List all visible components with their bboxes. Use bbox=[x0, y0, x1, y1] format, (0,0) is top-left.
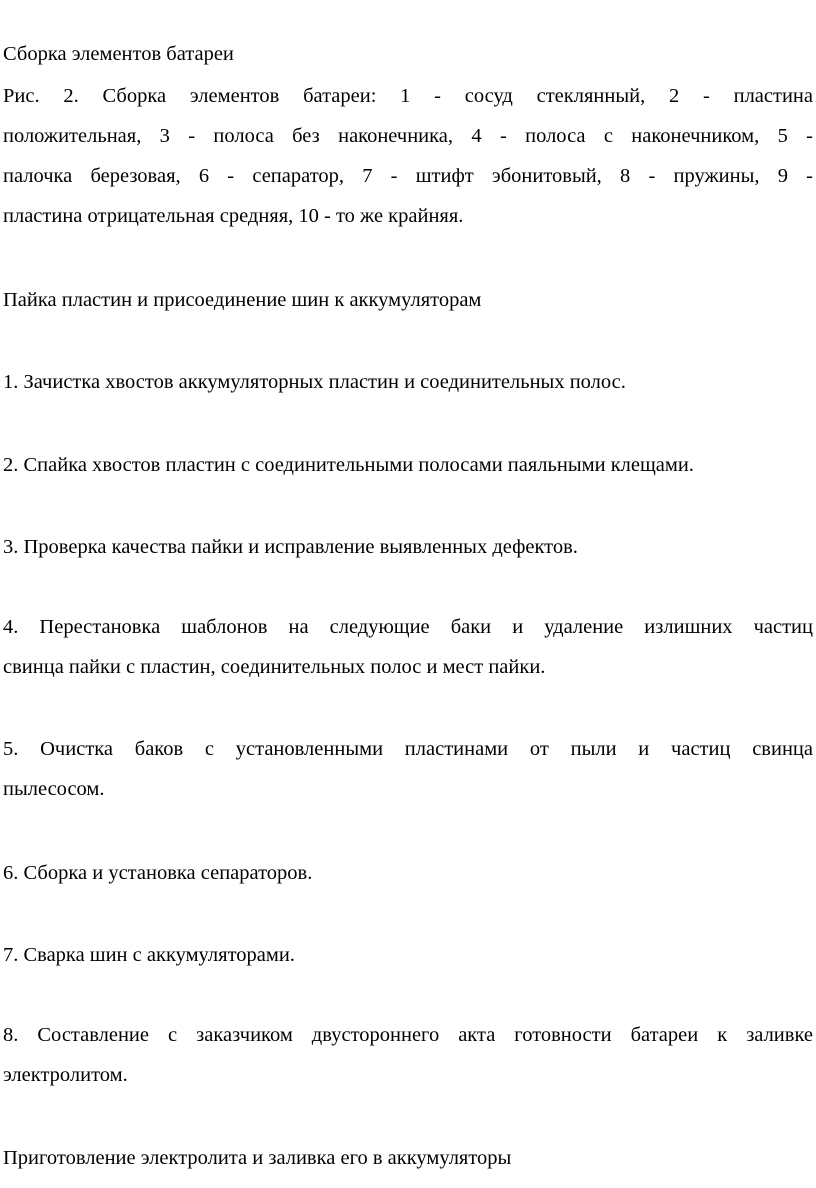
step-8-line: 8. Составление с заказчиком двустороннего акта готовности батареи к заливке bbox=[3, 1024, 813, 1046]
step-4-line: 4. Перестановка шаблонов на следующие баки и удаление излишних частиц bbox=[3, 616, 813, 638]
figure-caption-line: положительная, 3 - полоса без наконечника, 4 - полоса с наконечником, 5 - bbox=[3, 125, 813, 147]
step-2: 2. Спайка хвостов пластин с соединительными полосами паяльными клещами. bbox=[3, 454, 694, 476]
step-6: 6. Сборка и установка сепараторов. bbox=[3, 862, 313, 884]
step-4-line: свинца пайки с пластин, соединительных полос и мест пайки. bbox=[3, 656, 546, 678]
section-title-electrolyte: Приготовление электролита и заливка его в аккумуляторы bbox=[3, 1147, 512, 1169]
figure-caption-line: палочка березовая, 6 - сепаратор, 7 - штифт эбонитовый, 8 - пружины, 9 - bbox=[3, 165, 813, 187]
section-title-soldering: Пайка пластин и присоединение шин к аккумуляторам bbox=[3, 289, 482, 311]
step-4 bbox=[3, 607, 813, 687]
assembly-heading: Сборка элементов батареи bbox=[3, 43, 234, 65]
step-8-line: электролитом. bbox=[3, 1064, 128, 1086]
step-5-line: 5. Очистка баков с установленными пластинами от пыли и частиц свинца bbox=[3, 738, 813, 760]
figure-caption-line: пластина отрицательная средняя, 10 - то же крайняя. bbox=[3, 205, 464, 227]
step-3: 3. Проверка качества пайки и исправление выявленных дефектов. bbox=[3, 536, 578, 558]
step-1: 1. Зачистка хвостов аккумуляторных пластин и соединительных полос. bbox=[3, 371, 626, 393]
step-8 bbox=[3, 1015, 813, 1095]
figure-caption bbox=[3, 76, 813, 236]
step-7: 7. Сварка шин с аккумуляторами. bbox=[3, 944, 295, 966]
figure-caption-line: Рис. 2. Сборка элементов батареи: 1 - сосуд стеклянный, 2 - пластина bbox=[3, 85, 813, 107]
step-5-line: пылесосом. bbox=[3, 778, 105, 800]
step-5 bbox=[3, 729, 813, 809]
